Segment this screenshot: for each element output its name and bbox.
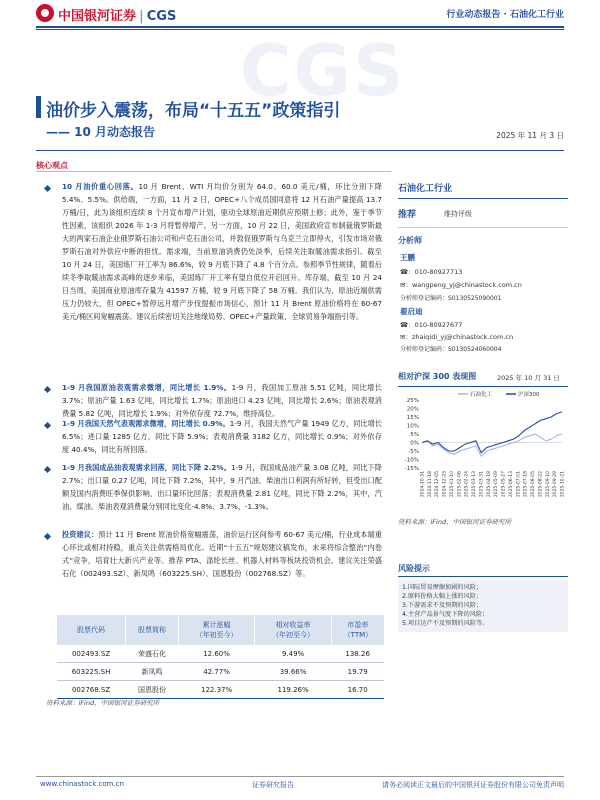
table-cell: 新凤鸣 [126,663,179,681]
analyst-email[interactable]: ✉：wangpeng_yj@chinastock.com.cn [400,281,522,289]
analyst-email[interactable]: ✉：zhaiqidi_yj@chinastock.com.cn [400,333,514,341]
x-tick-label: 2025-07-01 [516,471,522,498]
chart-source-note: 资料来源：iFind，中国银河证券研究所 [398,518,512,526]
x-tick-label: 2025-08-22 [538,471,544,498]
paragraph-oil-price: 10 月油价重心回落。10 月 Brent、WTI 月均价分别为 64.0、60.0 美元/桶，环比分别下降 5.4%、5.5%。供给端，一方面，11 月 2 日，OPEC+八个成员国同意将 12 月石油产量提高 13.7 万桶/日，此为该组织连续 8 个月宣布增产计划，驱动全球原油近期供应预期上修；此外，鉴于季节性因素，该组织 2026 年 1-3 月将暂停增产。另一方面，10 月 22 日，美国政府宣布制裁俄罗斯最大的两家石油企业俄罗斯石油公司和卢克石油公司，并敦促俄罗斯与乌克兰立即停火，引发市场对俄罗斯石油对外供应中断的担忧。需求端，当前原油消费仍处淡季，后续关注取暖油需求指引。截至 10 月 24 日，美国炼厂开工率为 86.6%，较 9 月底下降了 4.8 个百分点。参照季节性规律，随着后续冬季取暖油需求高峰的逐步来临，美国炼厂开工率有望自低位开启回升。库存端，截至 10 月 24 日当周，美国商业原油库存量为 41597 万桶，较 9 月底下降了 58 万桶。我们认为，原油近端供需压力仍较大，但 OPEC+暂停远月增产步伐提振市场信心，预计 11 月 Brent 原油价格将在 60-67 美元/桶区间宽幅震荡。建议后续密切关注地缘局势、OPEC+产量政策、全球贸易争端指引等。 [62,182,382,321]
y-tick-label: -10% [404,457,419,464]
x-tick-label: 2025-08-05 [531,471,537,498]
x-tick-label: 2024-12-05 [435,471,441,498]
table-source-note: 资料来源：iFind，中国银河证券研究所 [46,699,160,707]
risk-item: 5.项目达产不及预期的风险等。 [402,620,489,627]
table-row [57,645,385,663]
table-cell: 002768.SZ [57,681,126,699]
y-tick-label: -5% [408,449,419,455]
x-tick-label: 2025-06-13 [508,471,514,498]
x-tick-label: 2025-05-09 [494,471,500,498]
y-tick-label: 25% [406,398,419,404]
table-cell: 12.60% [178,645,255,663]
y-tick-label: 15% [406,415,419,421]
table-cell: 39.66% [255,663,332,681]
legend-label: 沪深300 [518,392,540,398]
table-cell: 荣盛石化 [126,645,179,663]
table-header-cell: 相对收益率 （年初至今） [255,615,332,645]
sidebar-divider [398,227,568,228]
company-logo-icon [36,4,54,22]
y-tick-label: 10% [406,423,419,430]
y-tick-label: 5% [410,432,419,438]
table-header-cell: 累计涨幅 （年初至今） [178,615,255,645]
table-cell: 16.70 [331,681,384,699]
header-divider [36,26,564,28]
stock-table [56,615,384,699]
table-cell: 国恩股份 [126,681,179,699]
analyst-name: 翟启迪 [400,307,423,316]
y-tick-label: 0% [410,440,419,447]
legend-label: 石油化工 [470,392,493,398]
table-cell: 122.37% [178,681,255,699]
report-title: 油价步入震荡，布局“十五五”政策指引 [46,101,341,121]
table-cell: 119.26% [255,681,332,699]
risk-item: 1.国际贸易摩擦加剧的风险； [402,584,483,591]
chart-divider [398,386,568,387]
risk-item: 2.原料价格大幅上涨的风险； [402,593,483,600]
table-cell: 9.49% [255,645,332,663]
x-tick-label: 2025-04-18 [486,471,492,498]
cgs-watermark: CGS [240,30,406,112]
bullet-icon [44,422,51,429]
table-row [57,663,385,681]
chart-title: 相对沪深 300 表现图 [398,372,477,381]
risk-item: 4.主营产品景气度下降的风险； [402,611,489,618]
x-tick-label: 2025-09-29 [553,471,559,498]
chart-date: 2025 年 10 月 31 日 [497,374,560,382]
bullet-icon [44,466,51,473]
analyst-registration: 分析师登记编码：S0130524060004 [400,346,502,353]
x-tick-label: 2025-02-24 [464,471,470,498]
x-tick-label: 2025-02-06 [457,471,463,498]
risk-heading: 风险提示 [398,564,430,573]
bullet-icon [44,185,51,192]
x-tick-label: 2025-10-21 [560,471,566,498]
report-subtitle: —— 10 月动态报告 [46,125,156,139]
x-tick-label: 2025-01-10 [449,471,455,498]
footer-center: 证券研究报告 [252,781,294,789]
series-line-csi300 [422,412,562,453]
x-tick-label: 2025-07-18 [523,471,529,498]
company-logo-text: 中国银河证券 | CGS [58,9,177,24]
y-tick-label: 20% [406,406,419,413]
risk-divider [398,576,568,577]
x-tick-label: 2025-03-13 [472,471,478,498]
analyst-phone: ☎：010-80927713 [400,268,463,276]
table-row [57,681,385,699]
report-date: 2025 年 11 月 3 日 [496,131,564,140]
table-cell: 002493.SZ [57,645,126,663]
analyst-phone: ☎：010-80927677 [400,321,463,329]
risk-item: 3.下游需求不及预期的风险； [402,602,483,609]
table-cell: 19.79 [331,663,384,681]
core-view-divider [36,171,391,172]
table-cell: 603225.SH [57,663,126,681]
footer-divider [36,776,564,777]
y-tick-label: -15% [404,466,419,472]
rating-value: 维持评级 [444,210,472,218]
x-tick-label: 2024-10-31 [420,471,426,498]
series-line-petrochemical [422,434,562,456]
footer-website[interactable]: www.chinastock.com.cn [40,780,124,788]
table-header-row [57,615,385,645]
paragraph-refined-oil: 1-9 月我国成品油表观需求回落，同比下降 2.2%。1-9 月，我国成品油产量 3.08 亿吨，同比下降 2.7%；出口量 0.27 亿吨，同比下降 7.2%，其中，9 月汽油、柴油出口利润有所好转，但受出口配额及国内消费旺季保供影响，出口量环比回落；表观消费量 2.81 亿吨，同比下降 2.2%，其中，汽油、煤油、柴油表观消费量分别同比变化-4.8%、3.7%、-1.3%。 [62,463,382,511]
table-header-cell: 股票代码 [57,615,126,645]
table-cell: 138.26 [331,645,384,663]
rating-label: 推荐 [398,210,417,220]
x-tick-label: 2024-11-18 [427,471,433,498]
sidebar-divider [398,198,568,199]
bullet-icon [44,533,51,540]
report-type: 行业动态报告 · 石油化工行业 [446,10,564,20]
footer-disclaimer: 请务必阅读正文最后的中国银河证券股份有限公司免责声明 [382,781,564,789]
paragraph-crude-demand: 1-9 月我国原油表观需求微增，同比增长 1.9%。1-9 月，我国加工原油 5.51 亿吨，同比增长 3.7%；原油产量 1.63 亿吨，同比增长 1.7%；原油进口 4.23 亿吨，同比增长 2.6%；原油表观消费量 5.82 亿吨，同比增长 1.9%；对外依存度 72.7%，维持高位。 [62,383,382,418]
x-tick-label: 2025-09-10 [545,471,551,498]
core-view-heading: 核心观点 [36,161,68,170]
x-tick-label: 2025-03-31 [479,471,485,498]
bullet-icon [44,386,51,393]
paragraph-gas-demand: 1-9 月我国天然气表观需求微增，同比增长 0.9%。1-9 月，我国天然气产量 1949 亿方，同比增长 6.5%；进口量 1285 亿方，同比下降 5.9%；表观消费量 3182 亿方，同比增长 0.9%；对外依存度 40.4%，同比有所回落。 [62,419,382,454]
x-tick-label: 2024-12-23 [442,471,448,498]
title-divider [36,150,564,151]
relative-performance-chart [398,390,570,512]
analyst-heading: 分析师 [398,236,422,245]
table-header-cell: 市盈率 （TTM） [331,615,384,645]
title-accent-bar [36,96,41,118]
risk-box [398,580,568,632]
analyst-name: 王鹏 [400,253,415,262]
table-header-cell: 股票简称 [126,615,179,645]
industry-name: 石油化工行业 [398,184,453,194]
table-cell: 42.77% [178,663,255,681]
paragraph-investment: 投资建议：预计 11 月 Brent 原油价格宽幅震荡，油价运行区间参考 60-67 美元/桶，行业成本端重心环比或相对持稳，重点关注供需格局优化。近期“十五五”规划建议稿发布，未来将综合整治“内卷式”竞争，培育壮大新兴产业等。推荐 PTA、涤纶长丝、机器人材料等板块投资机会。建议关注荣盛石化（002493.SZ）、新凤鸣（603225.SH）、国恩股份（002768.SZ）等。 [62,530,382,578]
x-tick-label: 2025-05-27 [501,471,507,498]
analyst-registration: 分析师登记编码：S0130525090001 [400,295,502,302]
